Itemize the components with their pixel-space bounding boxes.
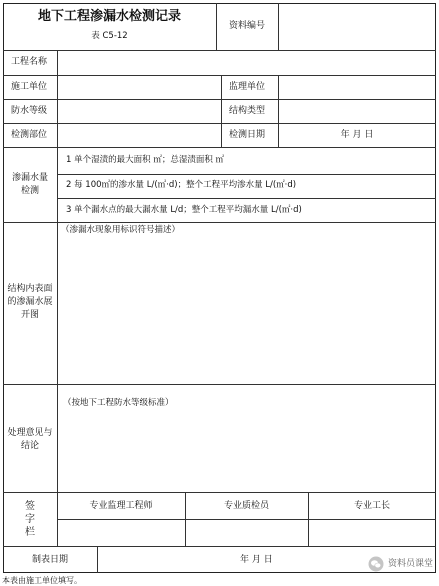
signature-label-1: 签	[25, 501, 35, 512]
supervision-unit-field[interactable]	[279, 76, 435, 99]
signature-label-3: 栏	[25, 527, 35, 538]
construction-unit-label: 施工单位	[11, 82, 48, 92]
supervisor-label: 专业监理工程师	[89, 501, 153, 511]
inspection-part-field[interactable]	[58, 124, 220, 147]
leakage-item-3[interactable]: 3 单个漏水点的最大漏水量 L/d；整个工程平均漏水量 L/(㎡·d)	[66, 205, 302, 215]
structure-map-label-3: 开图	[20, 310, 39, 320]
supervision-unit-label: 监理单位	[229, 82, 266, 92]
opinion-hint: （按地下工程防水等级标准）	[63, 398, 174, 408]
opinion-label-2: 结论	[20, 441, 39, 451]
watermark-text: 资料员课堂	[387, 558, 433, 569]
inspection-part-label: 检测部位	[11, 130, 48, 140]
structure-map-area[interactable]	[58, 238, 435, 383]
prepared-date-value[interactable]: 年 月 日	[240, 555, 273, 565]
rule	[57, 198, 436, 199]
archive-no-label: 资料编号	[228, 21, 265, 31]
leakage-item-1[interactable]: 1 单个湿渍的最大面积 ㎡；总湿渍面积 ㎡	[66, 155, 225, 165]
quality-inspector-label: 专业质检员	[223, 501, 269, 511]
foreman-label: 专业工长	[353, 501, 390, 511]
rule	[97, 546, 98, 573]
archive-no-field[interactable]	[279, 4, 435, 50]
rule	[3, 492, 436, 493]
structure-map-label-2: 的渗漏水展	[7, 297, 53, 307]
footer-note: 本表由施工单位填写。	[2, 576, 82, 585]
rule	[57, 174, 436, 175]
leakage-label-2: 检测	[20, 186, 39, 196]
structure-map-label-1: 结构内表面	[7, 284, 53, 294]
inspection-date-field[interactable]: 年 月 日	[340, 130, 374, 140]
opinion-label-1: 处理意见与	[7, 428, 53, 438]
opinion-area[interactable]	[58, 412, 435, 491]
rule	[3, 384, 436, 385]
structure-map-hint: （渗漏水现象用标识符号描述）	[61, 225, 181, 235]
leakage-label-1: 渗漏水量	[11, 173, 48, 183]
watermark	[368, 556, 433, 572]
wechat-icon	[368, 556, 384, 572]
form-title: 地下工程渗漏水检测记录	[37, 9, 181, 24]
leakage-item-2[interactable]: 2 每 100㎡的渗水量 L/(㎡·d)；整个工程平均渗水量 L/(㎡·d)	[66, 180, 297, 190]
construction-unit-field[interactable]	[58, 76, 220, 99]
rule	[3, 546, 436, 547]
supervisor-signature-field[interactable]	[58, 520, 184, 545]
project-name-field[interactable]	[58, 51, 435, 75]
form-code: 表 C5-12	[91, 31, 128, 41]
rule	[3, 222, 436, 223]
project-name-label: 工程名称	[11, 57, 48, 67]
prepared-date-label: 制表日期	[31, 555, 68, 565]
waterproof-grade-label: 防水等级	[11, 106, 48, 116]
structure-type-label: 结构类型	[229, 106, 266, 116]
structure-type-field[interactable]	[279, 100, 435, 123]
rule	[221, 75, 222, 147]
signature-label-2: 字	[25, 514, 35, 525]
rule	[3, 147, 436, 148]
waterproof-grade-field[interactable]	[58, 100, 220, 123]
foreman-signature-field[interactable]	[309, 520, 435, 545]
quality-inspector-signature-field[interactable]	[186, 520, 307, 545]
inspection-date-label: 检测日期	[229, 130, 266, 140]
